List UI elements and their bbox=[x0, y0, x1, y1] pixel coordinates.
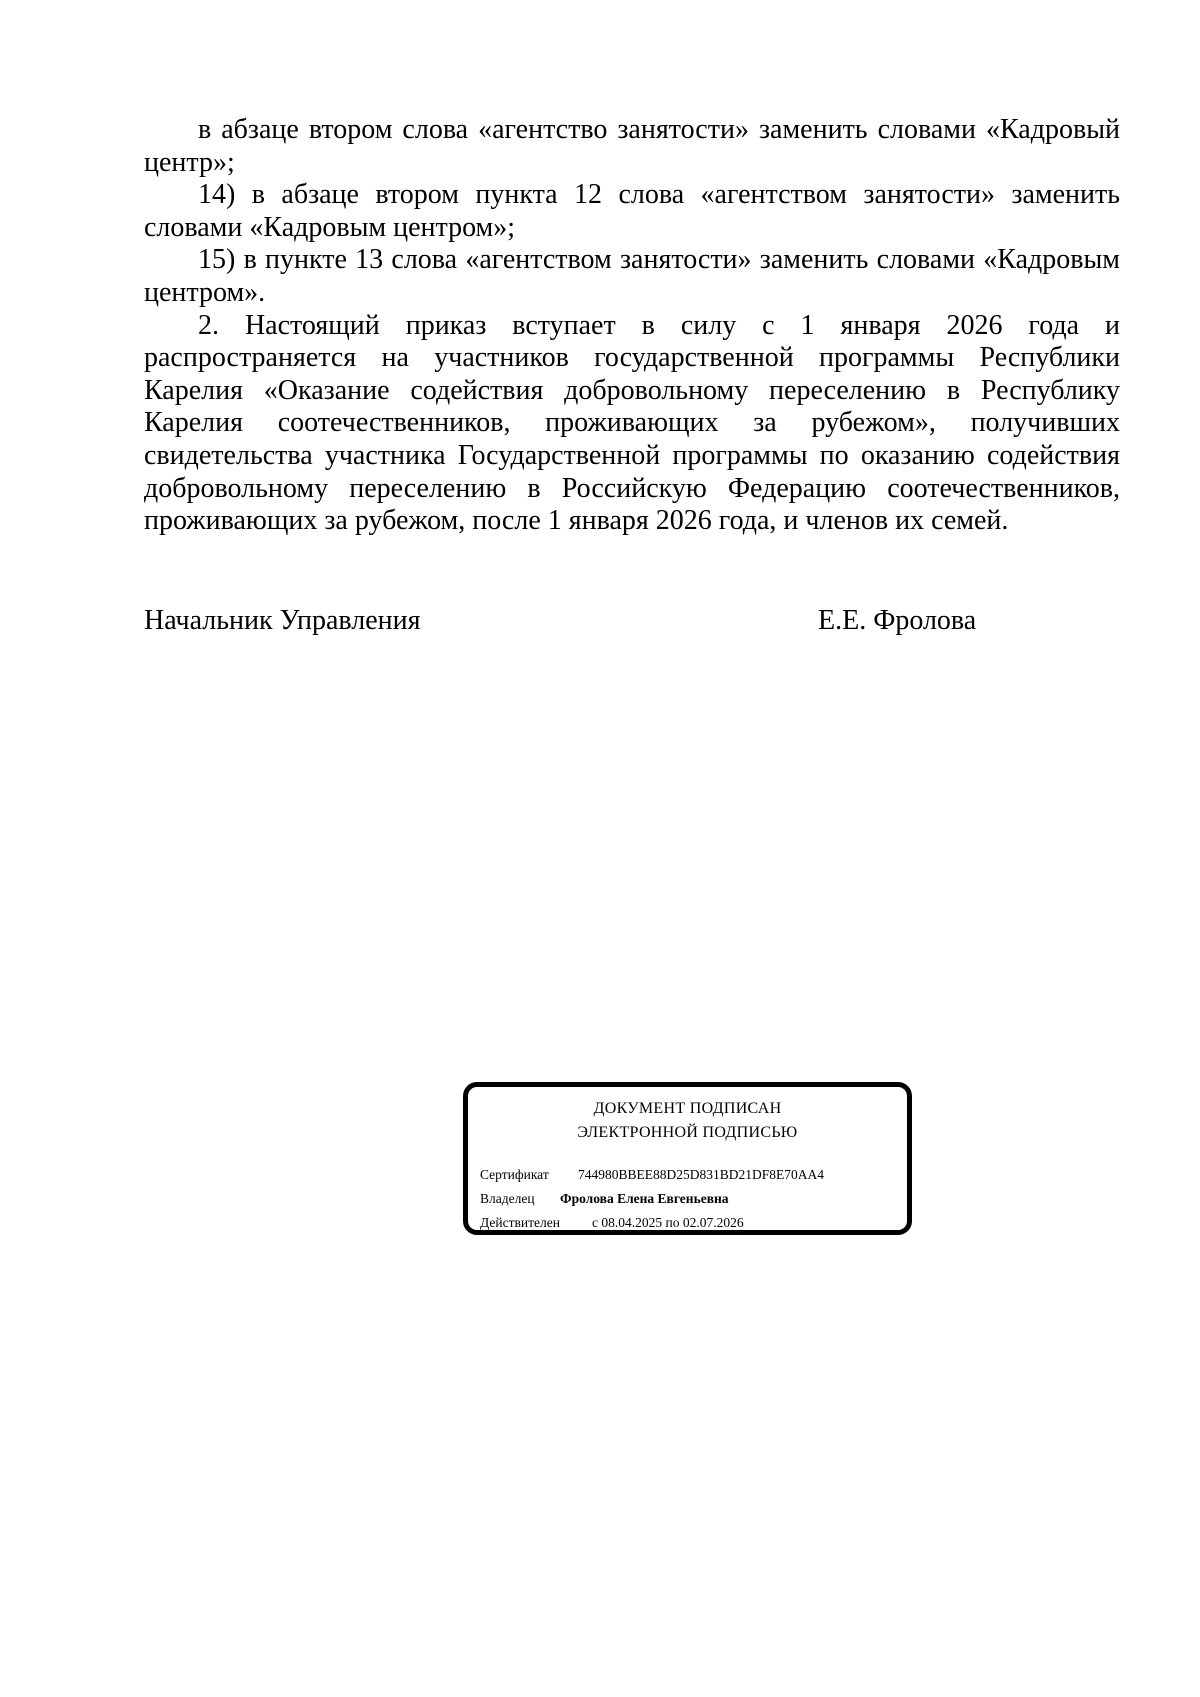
stamp-title-line2: ЭЛЕКТРОННОЙ ПОДПИСЬЮ bbox=[577, 1124, 798, 1141]
stamp-certificate-value: 744980BBEE88D25D831BD21DF8E70AA4 bbox=[578, 1167, 825, 1182]
signatory-name: Е.Е. Фролова bbox=[818, 605, 977, 636]
signatory-position: Начальник Управления bbox=[144, 605, 421, 636]
stamp-certificate-row bbox=[480, 1166, 824, 1184]
stamp-title-line1: ДОКУМЕНТ ПОДПИСАН bbox=[593, 1100, 782, 1117]
paragraph: в абзаце втором слова «агентство занятости» заменить словами «Кадровый центр»; bbox=[144, 114, 1120, 178]
document-body bbox=[144, 114, 1120, 538]
stamp-validity-row bbox=[480, 1214, 744, 1232]
electronic-signature-stamp bbox=[463, 1082, 912, 1235]
stamp-validity-value: с 08.04.2025 по 02.07.2026 bbox=[592, 1215, 744, 1230]
stamp-owner-value: Фролова Елена Евгеньевна bbox=[560, 1191, 729, 1206]
signature-block bbox=[144, 603, 1120, 639]
stamp-owner-label: Владелец bbox=[480, 1191, 535, 1206]
stamp-certificate-label: Сертификат bbox=[480, 1167, 549, 1182]
paragraph: 2. Настоящий приказ вступает в силу с 1 января 2026 года и распространяется на участников государственной программы Республики Карелия «Оказание содействия добровольному переселению в Республику Карелия соотечественников, проживающих за рубежом», получивших свидетельства участника Государственной программы по оказанию содействия добровольному переселению в Российскую Федерацию соотечественников, проживающих за рубежом, после 1 января 2026 года, и членов их семей. bbox=[144, 309, 1120, 537]
stamp-owner-row bbox=[480, 1190, 729, 1208]
stamp-validity-label: Действителен bbox=[480, 1215, 560, 1230]
paragraph: 14) в абзаце втором пункта 12 слова «агентством занятости» заменить словами «Кадровым центром»; bbox=[144, 179, 1120, 243]
paragraph: 15) в пункте 13 слова «агентством занятости» заменить словами «Кадровым центром». bbox=[144, 244, 1120, 308]
